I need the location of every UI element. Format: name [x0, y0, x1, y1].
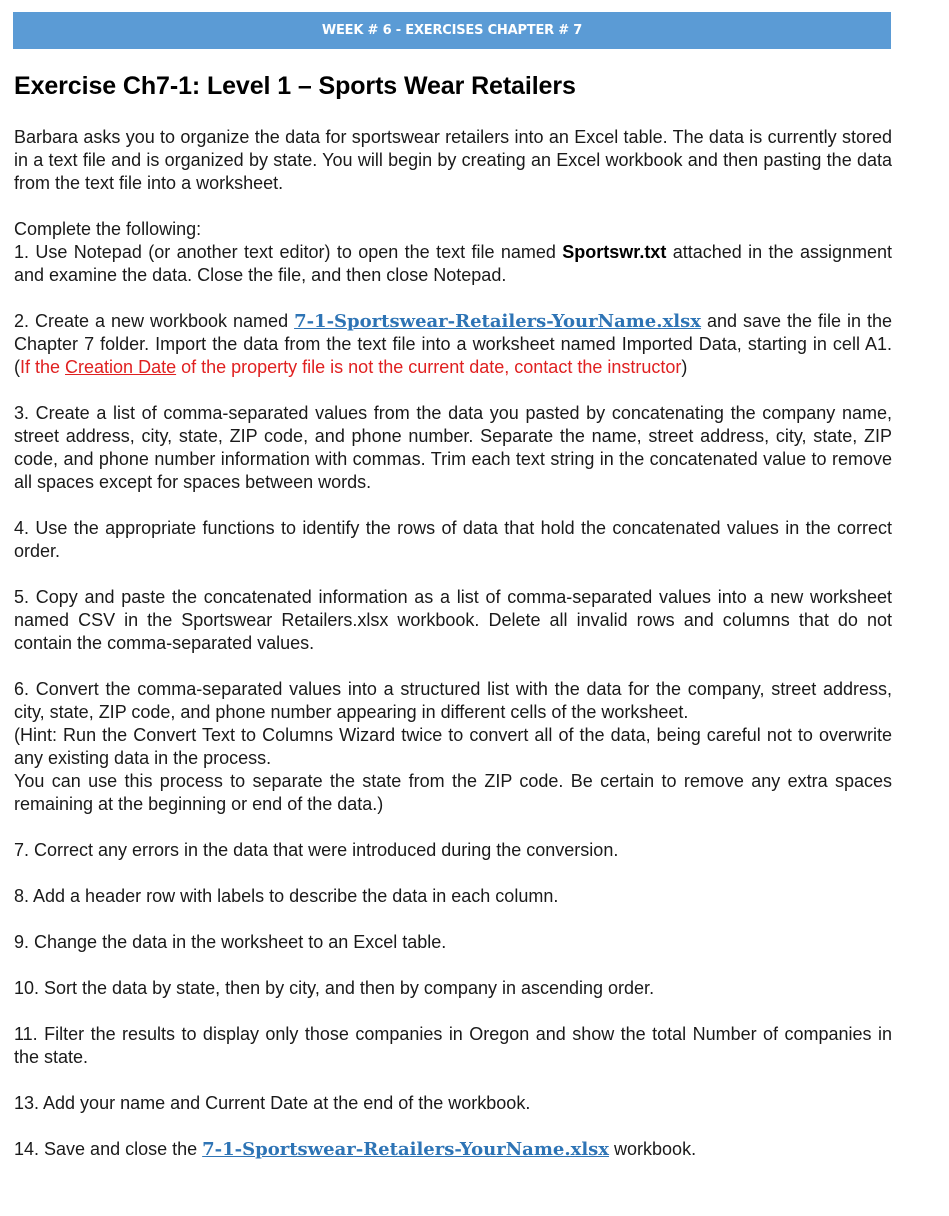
- step-11: 11. Filter the results to display only those companies in Oregon and show the total Number of companies in the state.: [14, 1024, 892, 1067]
- step-2: 2. Create a new workbook named 7-1-Sportswear-Retailers-YourName.xlsx and save the file in the Chapter 7 folder. Import the data from the text file into a worksheet named Imported Data, starting in cell A1. (If the Creation Date of the property file is not the current date, contact the instructor): [14, 311, 892, 377]
- step-13: 13. Add your name and Current Date at the end of the workbook.: [14, 1093, 531, 1113]
- step-6-note: You can use this process to separate the state from the ZIP code. Be certain to remove any extra spaces remaining at the beginning or end of the data.): [14, 771, 892, 814]
- complete-label: Complete the following:: [14, 219, 202, 239]
- text-filename: Sportswr.txt: [562, 242, 667, 262]
- week-banner: WEEK # 6 - EXERCISES CHAPTER # 7: [13, 12, 891, 49]
- step-4: 4. Use the appropriate functions to identify the rows of data that hold the concatenated values in the correct order.: [14, 518, 892, 561]
- step-3: 3. Create a list of comma-separated values from the data you pasted by concatenating the company name, street address, city, state, ZIP code, and phone number. Separate the name, street address, city, state, ZIP code, and phone number information with commas. Trim each text string in the concatenated value to remove all spaces except for spaces between words.: [14, 403, 892, 492]
- exercise-title: Exercise Ch7-1: Level 1 – Sports Wear Retailers: [14, 72, 576, 100]
- step-8: 8. Add a header row with labels to describe the data in each column.: [14, 886, 559, 906]
- step-7: 7. Correct any errors in the data that were introduced during the conversion.: [14, 840, 619, 860]
- step-6-hint: (Hint: Run the Convert Text to Columns Wizard twice to convert all of the data, being careful not to overwrite any existing data in the process.: [14, 725, 892, 768]
- step-9: 9. Change the data in the worksheet to an Excel table.: [14, 932, 447, 952]
- workbook-link-final[interactable]: 7-1-Sportswear-Retailers-YourName.xlsx: [202, 1139, 610, 1160]
- warning-text: If the Creation Date of the property file is not the current date, contact the instructor: [20, 357, 682, 377]
- step-6: 6. Convert the comma-separated values into a structured list with the data for the company, street address, city, state, ZIP code, and phone number appearing in different cells of the worksheet.: [14, 679, 892, 722]
- step-14: 14. Save and close the 7-1-Sportswear-Retailers-YourName.xlsx workbook.: [14, 1139, 697, 1160]
- creation-date-link[interactable]: Creation Date: [65, 357, 177, 377]
- step-5: 5. Copy and paste the concatenated information as a list of comma-separated values into a new worksheet named CSV in the Sportswear Retailers.xlsx workbook. Delete all invalid rows and columns that do not contain the comma-separated values.: [14, 587, 892, 653]
- workbook-link[interactable]: 7-1-Sportswear-Retailers-YourName.xlsx: [294, 311, 701, 332]
- intro-paragraph: Barbara asks you to organize the data for sportswear retailers into an Excel table. The data is currently stored in a text file and is organized by state. You will begin by creating an Excel workbook and then pasting the data from the text file into a worksheet.: [14, 127, 892, 193]
- step-1: 1. Use Notepad (or another text editor) to open the text file named Sportswr.txt attached in the assignment and examine the data. Close the file, and then close Notepad.: [14, 242, 893, 285]
- step-10: 10. Sort the data by state, then by city, and then by company in ascending order.: [14, 978, 655, 998]
- exercise-body: [14, 126, 892, 1161]
